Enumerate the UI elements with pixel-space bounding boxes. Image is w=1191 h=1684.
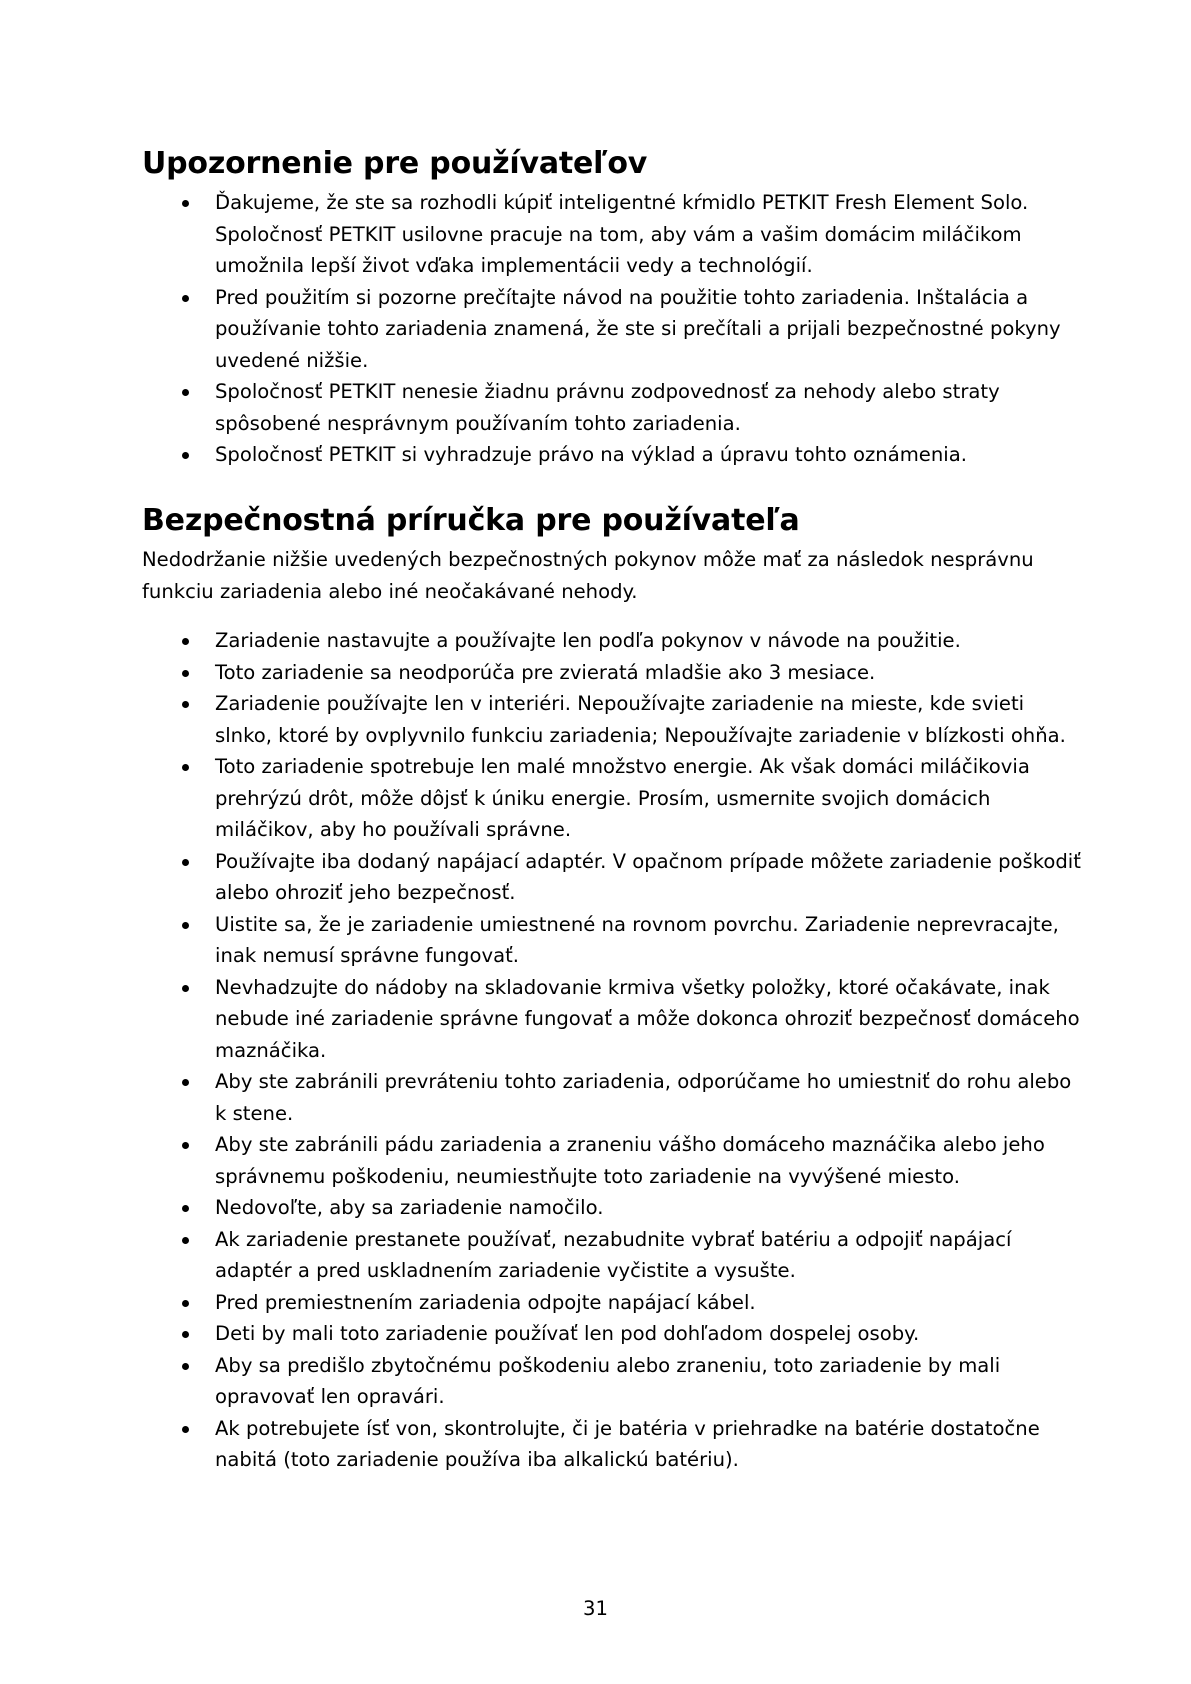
list-item: Zariadenie používajte len v interiéri. Nepoužívajte zariadenie na mieste, kde svieti slnko, ktoré by ovplyvnilo funkciu zariadenia; Nepoužívajte zariadenie v blízkosti ohňa. [0, 688, 1191, 751]
list-item: Pred premiestnením zariadenia odpojte napájací kábel. [0, 1287, 1191, 1319]
list-item: Ak zariadenie prestanete používať, nezabudnite vybrať batériu a odpojiť napájací adaptér a pred uskladnením zariadenie vyčistite a vysušte. [0, 1224, 1191, 1287]
bullet-icon [182, 200, 189, 207]
bullet-icon [182, 922, 189, 929]
bullet-icon [182, 1426, 189, 1433]
bullet-icon [182, 701, 189, 708]
section-title-user-notice: Upozornenie pre používateľov [142, 146, 648, 181]
list-item: Nevhadzujte do nádoby na skladovanie krmiva všetky položky, ktoré očakávate, inak nebude iné zariadenie správne fungovať a môže dokonca ohroziť bezpečnosť domáceho maznáčika. [0, 972, 1191, 1067]
bullet-icon [182, 859, 189, 866]
list-item: Ak potrebujete ísť von, skontrolujte, či je batéria v priehradke na batérie dostatočne nabitá (toto zariadenie používa iba alkalickú batériu). [0, 1413, 1191, 1476]
bullet-icon [182, 764, 189, 771]
list-item: Aby ste zabránili prevráteniu tohto zariadenia, odporúčame ho umiestniť do rohu alebo k stene. [0, 1066, 1191, 1129]
list-item: Pred použitím si pozorne prečítajte návod na použitie tohto zariadenia. Inštalácia a používanie tohto zariadenia znamená, že ste si prečítali a prijali bezpečnostné pokyny uvedené nižšie. [0, 282, 1191, 377]
bullet-icon [182, 670, 189, 677]
bullet-icon [182, 638, 189, 645]
list-item: Nedovoľte, aby sa zariadenie namočilo. [0, 1192, 1191, 1224]
bullet-icon [182, 1079, 189, 1086]
bullet-icon [182, 985, 189, 992]
bullet-icon [182, 1331, 189, 1338]
safety-guide-list [0, 625, 1191, 1476]
section-title-safety-guide: Bezpečnostná príručka pre používateľa [142, 503, 800, 538]
list-item: Používajte iba dodaný napájací adaptér. V opačnom prípade môžete zariadenie poškodiť alebo ohroziť jeho bezpečnosť. [0, 846, 1191, 909]
list-item: Uistite sa, že je zariadenie umiestnené na rovnom povrchu. Zariadenie neprevracajte, inak nemusí správne fungovať. [0, 909, 1191, 972]
bullet-icon [182, 1142, 189, 1149]
bullet-icon [182, 1363, 189, 1370]
page-number: 31 [583, 1597, 608, 1620]
list-item: Spoločnosť PETKIT si vyhradzuje právo na výklad a úpravu tohto oznámenia. [0, 439, 1191, 471]
list-item: Toto zariadenie sa neodporúča pre zvieratá mladšie ako 3 mesiace. [0, 657, 1191, 689]
list-item: Zariadenie nastavujte a používajte len podľa pokynov v návode na použitie. [0, 625, 1191, 657]
list-item: Toto zariadenie spotrebuje len malé množstvo energie. Ak však domáci miláčikovia prehrýzú drôt, môže dôjsť k úniku energie. Prosím, usmernite svojich domácich miláčikov, aby ho používali správne. [0, 751, 1191, 846]
list-item: Aby sa predišlo zbytočnému poškodeniu alebo zraneniu, toto zariadenie by mali opravovať len opravári. [0, 1350, 1191, 1413]
list-item: Deti by mali toto zariadenie používať len pod dohľadom dospelej osoby. [0, 1318, 1191, 1350]
user-notice-list [0, 187, 1191, 471]
bullet-icon [182, 452, 189, 459]
list-item: Ďakujeme, že ste sa rozhodli kúpiť inteligentné kŕmidlo PETKIT Fresh Element Solo. Spoločnosť PETKIT usilovne pracuje na tom, aby vám a vašim domácim miláčikom umožnila lepší život vďaka implementácii vedy a technológií. [0, 187, 1191, 282]
bullet-icon [182, 295, 189, 302]
bullet-icon [182, 389, 189, 396]
bullet-icon [182, 1205, 189, 1212]
list-item: Aby ste zabránili pádu zariadenia a zraneniu vášho domáceho maznáčika alebo jeho správnemu poškodeniu, neumiestňujte toto zariadenie na vyvýšené miesto. [0, 1129, 1191, 1192]
list-item: Spoločnosť PETKIT nenesie žiadnu právnu zodpovednosť za nehody alebo straty spôsobené nesprávnym používaním tohto zariadenia. [0, 376, 1191, 439]
bullet-icon [182, 1300, 189, 1307]
safety-intro-text: Nedodržanie nižšie uvedených bezpečnostných pokynov môže mať za následok nesprávnu funkciu zariadenia alebo iné neočakávané nehody. [142, 548, 1034, 603]
bullet-icon [182, 1237, 189, 1244]
